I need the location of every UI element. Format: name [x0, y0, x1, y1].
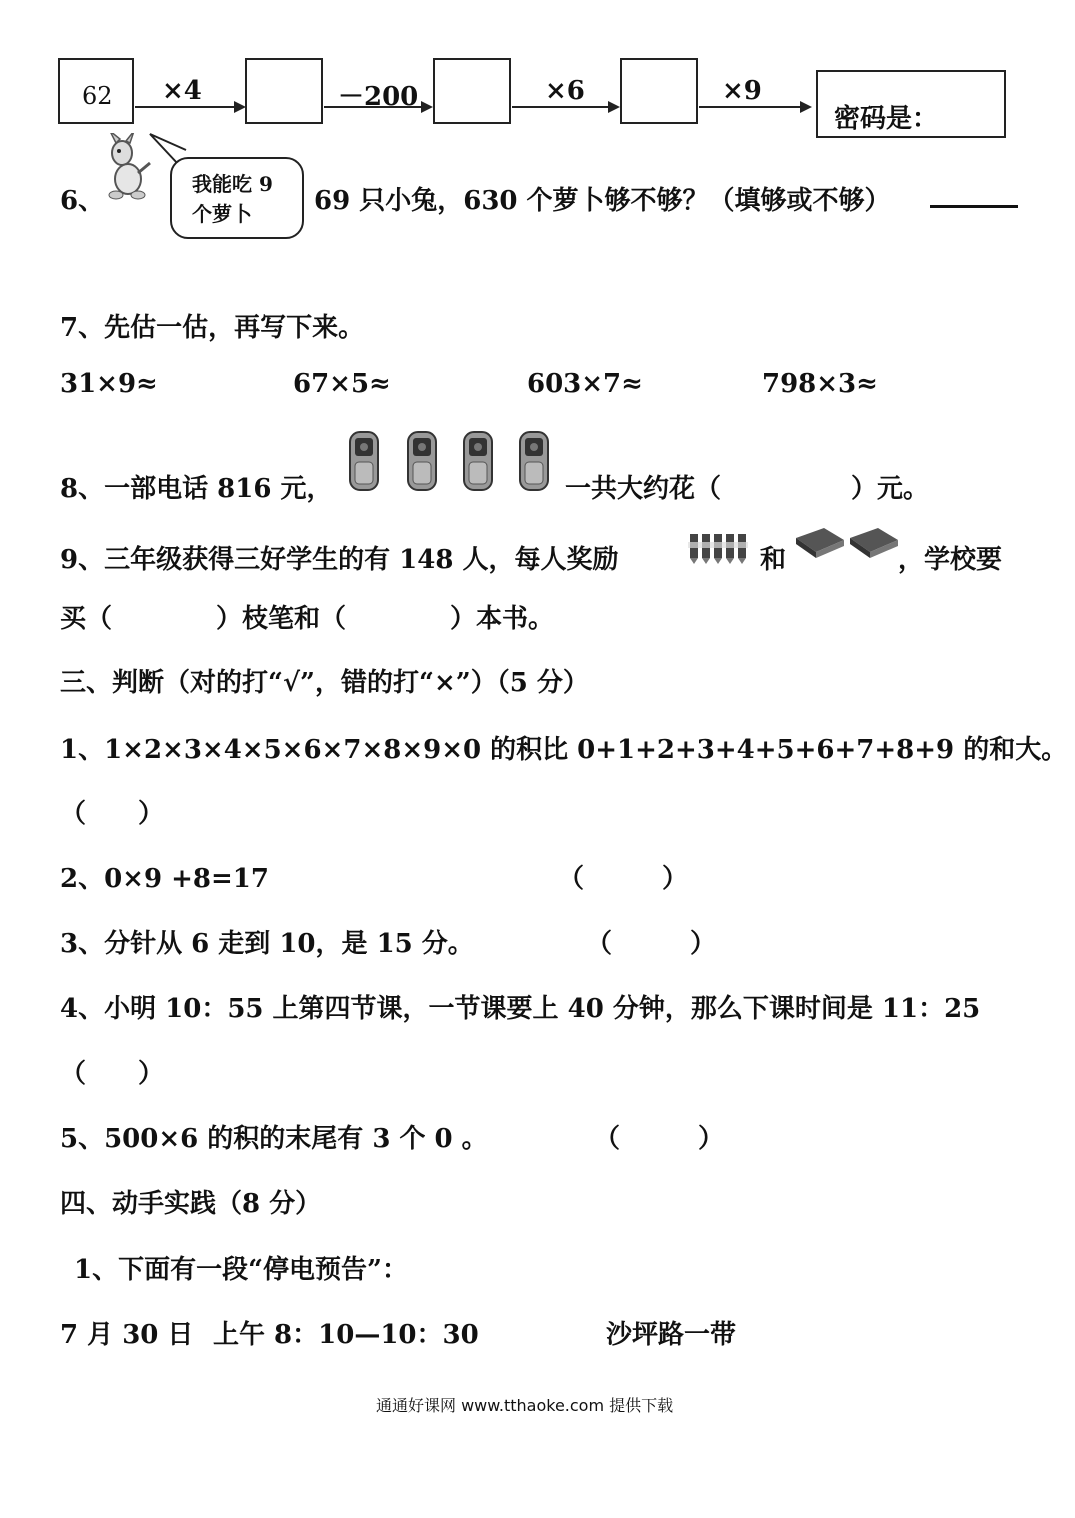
password-label: 密码是： [834, 104, 939, 134]
judge-4-text: 4、小明 10：55 上第四节课，一节课要上 40 分钟，那么下课时间是 11：25 [60, 994, 981, 1024]
rabbit-icon [104, 133, 154, 203]
bubble-line-1: 我能吃 9 [192, 172, 273, 196]
mobile-phone-icon [518, 430, 550, 492]
section4-item1: 1、下面有一段“停电预告”： [74, 1255, 409, 1285]
notice-place: 沙坪路一带 [606, 1320, 737, 1350]
arrow-3 [512, 106, 609, 108]
q7-item-4: 798×3≈ [762, 369, 878, 399]
notice-time: 上午 8：10—10：30 [213, 1320, 479, 1350]
q6-answer-line[interactable] [930, 205, 1018, 208]
bubble-line-2: 个萝卜 [192, 202, 252, 226]
start-value: 62 [82, 82, 113, 110]
op-4: ×9 [722, 76, 762, 106]
judge-3-paren[interactable]: （ ） [586, 929, 717, 959]
notice-date: 7 月 30 日 [60, 1320, 194, 1350]
judge-5-text: 5、500×6 的积的末尾有 3 个 0 。 [60, 1124, 488, 1154]
arrow-3-head [608, 101, 620, 113]
q7-item-1: 31×9≈ [60, 369, 158, 399]
arrow-1 [135, 106, 235, 108]
q9-line1-a: 9、三年级获得三好学生的有 148 人，每人奖励 [60, 545, 619, 575]
blank-box-1[interactable] [245, 58, 323, 124]
q9-line2: 买（ ）枝笔和（ ）本书。 [60, 604, 555, 634]
q9-line1-b: 和 [760, 545, 787, 575]
book-icon [794, 526, 846, 560]
mobile-phone-icon [406, 430, 438, 492]
judge-5-paren[interactable]: （ ） [594, 1124, 725, 1154]
judge-1-text: 1、1×2×3×4×5×6×7×8×9×0 的积比 0+1+2+3+4+5+6+7+8+9 的和大。 [60, 735, 1068, 765]
speech-bubble [170, 157, 304, 239]
q8-text-before: 8、一部电话 816 元， [60, 474, 333, 504]
mobile-phone-icon [348, 430, 380, 492]
judge-3-text: 3、分针从 6 走到 10，是 15 分。 [60, 929, 474, 959]
judge-1-paren[interactable]: （ ） [60, 799, 165, 829]
op-1: ×4 [162, 76, 202, 106]
phones-group [348, 430, 553, 492]
mobile-phone-icon [462, 430, 494, 492]
q9-line1-c: ，学校要 [898, 545, 1003, 575]
arrow-4-head [800, 101, 812, 113]
arrow-2-head [421, 101, 433, 113]
q7-item-2: 67×5≈ [293, 369, 391, 399]
q6-number: 6、 [60, 186, 105, 216]
section4-title: 四、动手实践（8 分） [60, 1189, 322, 1219]
section3-title: 三、判断（对的打“√”，错的打“×”）（5 分） [60, 668, 589, 698]
judge-2-paren[interactable]: （ ） [558, 864, 689, 894]
pens-icon [686, 530, 750, 566]
footer-text: 通通好课网 www.tthaoke.com 提供下载 [376, 1396, 674, 1415]
q8-text-after: 一共大约花（ ）元。 [565, 474, 930, 504]
q7-item-3: 603×7≈ [527, 369, 643, 399]
q6-text: 69 只小兔，630 个萝卜够不够？（填够或不够） [314, 186, 891, 216]
blank-box-3[interactable] [620, 58, 698, 124]
password-box[interactable] [816, 70, 1006, 138]
q7-title: 7、先估一估，再写下来。 [60, 313, 365, 343]
start-box [58, 58, 134, 124]
book-icon [848, 526, 900, 560]
judge-2-text: 2、0×9 +8=17 [60, 864, 269, 894]
blank-box-2[interactable] [433, 58, 511, 124]
arrow-4 [699, 106, 801, 108]
op-2: －200 [338, 82, 419, 112]
judge-4-paren[interactable]: （ ） [60, 1059, 165, 1089]
arrow-2 [324, 106, 422, 108]
op-3: ×6 [545, 76, 585, 106]
